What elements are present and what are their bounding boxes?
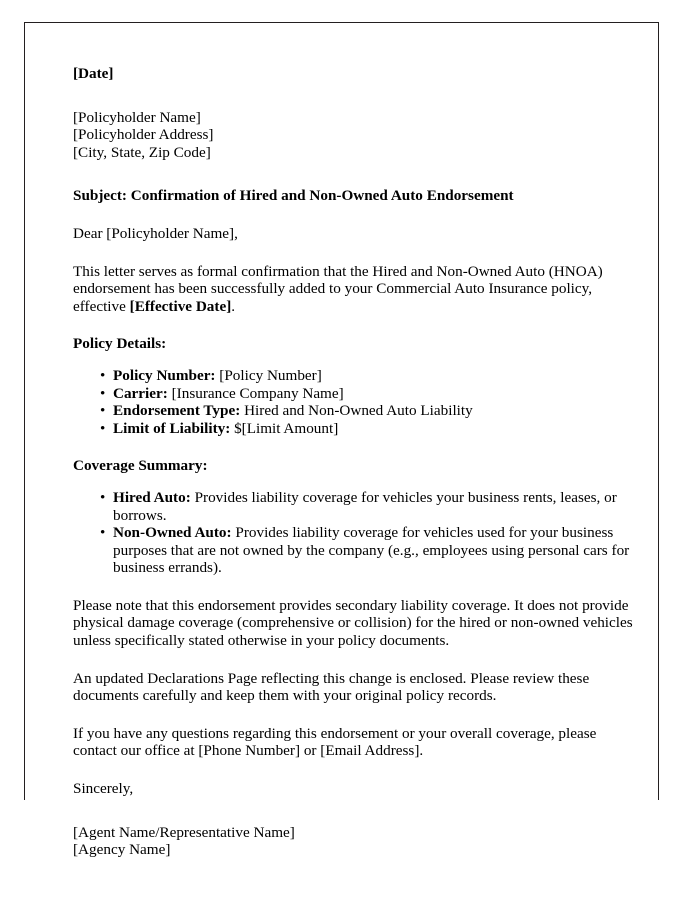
list-item-label: Limit of Liability: — [113, 419, 231, 437]
policy-details-list — [73, 367, 663, 437]
list-item — [73, 420, 653, 438]
list-item-label: Policy Number: — [113, 366, 216, 384]
spacer — [73, 243, 663, 263]
list-item-value: $[Limit Amount] — [230, 419, 339, 437]
spacer — [73, 650, 663, 670]
intro-paragraph — [73, 263, 635, 316]
list-item — [73, 402, 653, 420]
list-item — [73, 489, 663, 524]
recipient-name: [Policyholder Name] — [73, 108, 201, 126]
spacer — [73, 437, 663, 457]
spacer — [73, 475, 663, 489]
list-item-label: Hired Auto: — [113, 488, 191, 506]
spacer — [73, 353, 663, 367]
list-item-value: [Policy Number] — [215, 366, 322, 384]
contact-paragraph: If you have any questions regarding this endorsement or your overall coverage, please contact our office at [Phone Number] or [Email Address]. — [73, 724, 597, 760]
policy-details-heading: Policy Details: — [73, 335, 167, 353]
bullet-icon: • — [100, 402, 106, 420]
bullet-icon: • — [100, 524, 106, 542]
spacer — [73, 760, 663, 780]
spacer — [73, 315, 663, 335]
list-item-value: Hired and Non-Owned Auto Liability — [240, 402, 473, 420]
list-item — [73, 367, 653, 385]
coverage-summary-heading: Coverage Summary: — [73, 457, 208, 475]
list-item — [73, 524, 663, 577]
intro-text-part2: . — [231, 297, 236, 315]
bullet-icon: • — [100, 488, 106, 506]
coverage-summary-list — [73, 489, 663, 577]
list-item-label: Carrier: — [113, 384, 168, 402]
list-item-value: Provides liability coverage for vehicles used for your business purposes that are not owned by the company (e.g., employees using personal cars for business errands). — [113, 524, 630, 577]
signature-block — [73, 824, 663, 859]
bullet-icon: • — [100, 366, 106, 384]
effective-date-placeholder: [Effective Date] — [129, 297, 232, 315]
bullet-icon: • — [100, 419, 106, 437]
list-item-label: Endorsement Type: — [113, 402, 241, 420]
spacer — [73, 577, 663, 597]
salutation: Dear [Policyholder Name], — [73, 224, 238, 242]
note-paragraph: Please note that this endorsement provides secondary liability coverage. It does not provide physical damage coverage (comprehensive or collision) for the hired or non-owned vehicles unless specifically stated otherwise in your policy documents. — [73, 596, 633, 650]
list-item-value: [Insurance Company Name] — [167, 384, 344, 402]
recipient-city-state-zip: [City, State, Zip Code] — [73, 143, 211, 161]
intro-text-part1: This letter serves as formal confirmation that the Hired and Non-Owned Auto (HNOA) endorsement has been successfully added to your Commercial Auto Insurance policy, effective — [73, 262, 603, 315]
spacer — [73, 205, 663, 225]
spacer — [73, 161, 663, 187]
date-placeholder: [Date] — [73, 65, 114, 82]
recipient-address-block — [73, 109, 663, 162]
bullet-icon: • — [100, 384, 106, 402]
agency-name: [Agency Name] — [73, 841, 171, 859]
spacer — [73, 798, 663, 824]
subject-line: Subject: Confirmation of Hired and Non-Owned Auto Endorsement — [73, 187, 514, 205]
letter-body — [73, 65, 663, 859]
recipient-address: [Policyholder Address] — [73, 126, 214, 144]
closing: Sincerely, — [73, 780, 134, 798]
list-item-value: Provides liability coverage for vehicles your business rents, leases, or borrows. — [113, 488, 617, 524]
spacer — [73, 83, 663, 109]
agent-name: [Agent Name/Representative Name] — [73, 823, 295, 841]
list-item-label: Non-Owned Auto: — [113, 524, 232, 542]
spacer — [73, 705, 663, 725]
list-item — [73, 385, 653, 403]
letter-page — [24, 22, 659, 859]
declarations-paragraph: An updated Declarations Page reflecting this change is enclosed. Please review these documents carefully and keep them with your original policy records. — [73, 669, 590, 705]
